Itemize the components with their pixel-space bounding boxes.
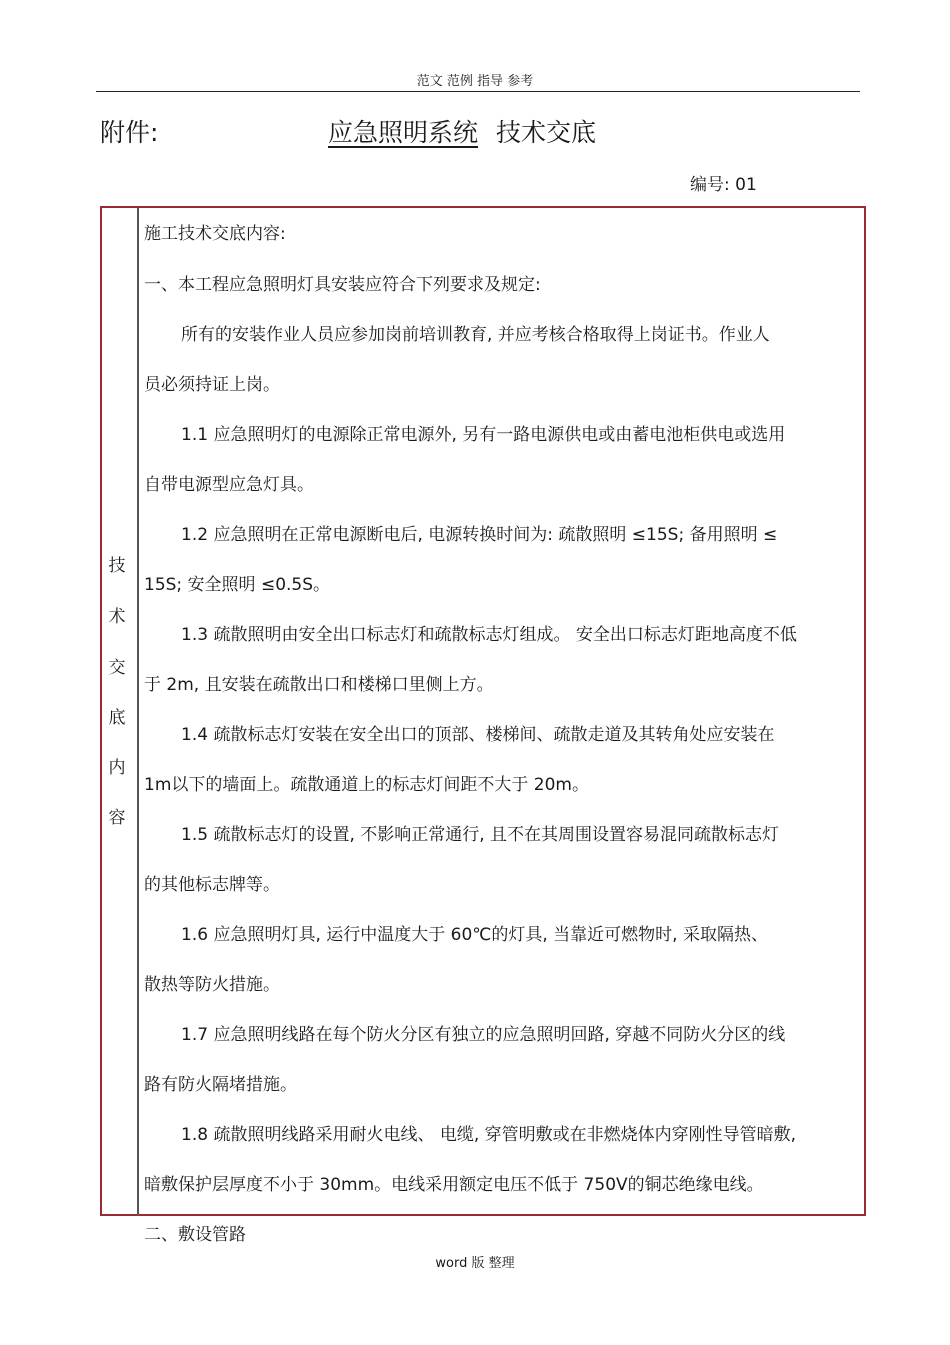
content-heading: 施工技术交底内容: <box>144 224 286 244</box>
paragraph-line: 暗敷保护层厚度不小于 30mm。电线采用额定电压不低于 750V的铜芯绝缘电线。 <box>144 1175 764 1195</box>
disclosure-table <box>100 206 866 1216</box>
paragraph-line: 的其他标志牌等。 <box>144 875 280 895</box>
header-rule <box>96 91 860 92</box>
paragraph-line: 所有的安装作业人员应参加岗前培训教育, 并应考核合格取得上岗证书。作业人 <box>181 325 770 345</box>
side-label-char: 术 <box>108 607 126 627</box>
paragraph-line: 于 2m, 且安装在疏散出口和楼梯口里侧上方。 <box>144 675 494 695</box>
document-type: 技术交底 <box>496 118 597 147</box>
paragraph-line: 散热等防火措施。 <box>144 975 280 995</box>
paragraph-line: 1.8 疏散照明线路采用耐火电线、 电缆, 穿管明敷或在非燃烧体内穿刚性导管暗敷, <box>181 1125 797 1145</box>
section-title: 二、敷设管路 <box>144 1225 246 1245</box>
side-label-char: 交 <box>108 658 126 678</box>
paragraph-line: 1.7 应急照明线路在每个防火分区有独立的应急照明回路, 穿越不同防火分区的线 <box>181 1025 786 1045</box>
paragraph-line: 1.2 应急照明在正常电源断电后, 电源转换时间为: 疏散照明 ≤15S; 备用照明 ≤ <box>181 525 778 545</box>
side-label-char: 技 <box>108 556 126 576</box>
paragraph-line: 路有防火隔堵措施。 <box>144 1075 297 1095</box>
attachment-label: 附件: <box>100 118 159 147</box>
paragraph-line: 1m以下的墙面上。疏散通道上的标志灯间距不大于 20m。 <box>144 775 589 795</box>
paragraph-line: 1.4 疏散标志灯安装在安全出口的顶部、楼梯间、疏散走道及其转角处应安装在 <box>181 725 775 745</box>
side-label-char: 内 <box>108 758 126 778</box>
paragraph-line: 1.6 应急照明灯具, 运行中温度大于 60℃的灯具, 当靠近可燃物时, 采取隔热、 <box>181 925 768 945</box>
paragraph-line: 自带电源型应急灯具。 <box>144 475 314 495</box>
section-title: 一、本工程应急照明灯具安装应符合下列要求及规定: <box>144 275 541 295</box>
paragraph-line: 1.5 疏散标志灯的设置, 不影响正常通行, 且不在其周围设置容易混同疏散标志灯 <box>181 825 780 845</box>
serial-number: 编号: 01 <box>690 175 757 195</box>
side-label-char: 底 <box>108 708 126 728</box>
paragraph-line: 员必须持证上岗。 <box>144 375 280 395</box>
side-label-char: 容 <box>108 808 126 828</box>
system-name: 应急照明系统 <box>328 118 479 147</box>
paragraph-line: 15S; 安全照明 ≤0.5S。 <box>144 575 331 595</box>
paragraph-line: 1.3 疏散照明由安全出口标志灯和疏散标志灯组成。 安全出口标志灯距地高度不低 <box>181 625 797 645</box>
paragraph-line: 1.1 应急照明灯的电源除正常电源外, 另有一路电源供电或由蓄电池柜供电或选用 <box>181 425 786 445</box>
table-column-divider <box>137 208 139 1216</box>
page-footer: word 版 整理 <box>435 1256 515 1271</box>
page-header: 范文 范例 指导 参考 <box>416 74 534 89</box>
document-title <box>318 113 596 149</box>
